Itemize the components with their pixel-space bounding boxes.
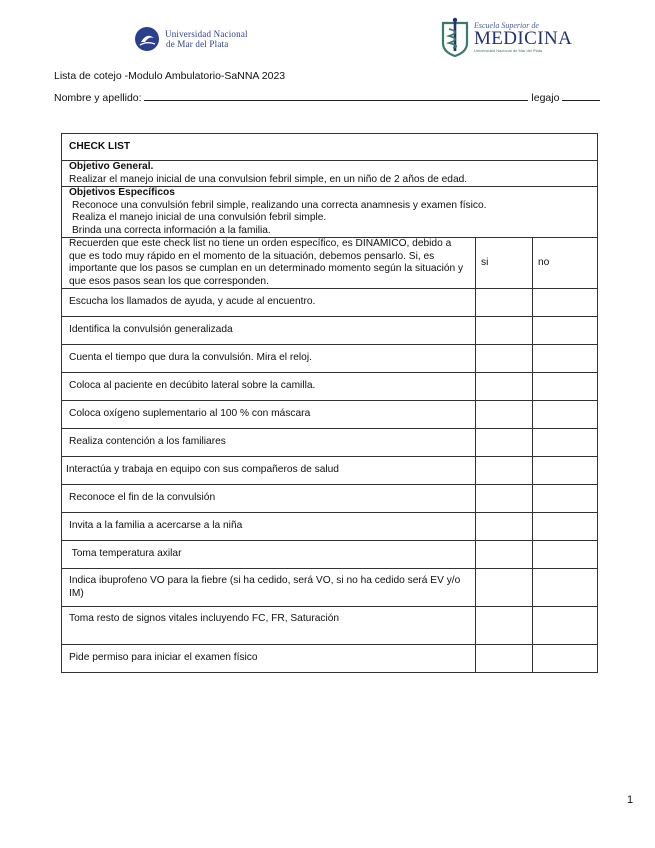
checkbox-yes[interactable]	[476, 289, 533, 317]
checkbox-yes[interactable]	[476, 485, 533, 513]
checklist-item: Invita a la familia a acercarse a la niña	[62, 513, 476, 541]
specific-objective-item: Realiza el manejo inicial de una convulsión febril simple.	[72, 212, 327, 223]
school-name-line2: MEDICINA	[474, 28, 573, 49]
checklist-item: Toma temperatura axilar	[62, 541, 476, 569]
checkbox-yes[interactable]	[476, 541, 533, 569]
checkbox-yes[interactable]	[476, 373, 533, 401]
unmdp-emblem-icon	[134, 26, 160, 52]
name-line	[54, 90, 600, 104]
specific-objectives-cell	[62, 187, 598, 238]
checklist-item: Identifica la convulsión generalizada	[62, 317, 476, 345]
university-name-line2: de Mar del Plata	[166, 39, 229, 49]
page-number: 1	[627, 794, 634, 806]
general-objective-title: Objetivo General.	[69, 161, 154, 172]
name-label: Nombre y apellido:	[54, 92, 142, 104]
checkbox-no[interactable]	[533, 457, 598, 485]
document-title: Lista de cotejo -Modulo Ambulatorio-SaNNA 2023	[54, 70, 286, 82]
checkbox-no[interactable]	[533, 429, 598, 457]
checkbox-yes[interactable]	[476, 401, 533, 429]
school-logo	[440, 16, 572, 58]
checklist-item: Pide permiso para iniciar el examen físico	[62, 645, 476, 673]
checkbox-no[interactable]	[533, 401, 598, 429]
checklist-item: Coloca al paciente en decúbito lateral sobre la camilla.	[62, 373, 476, 401]
checkbox-no[interactable]	[533, 513, 598, 541]
checkbox-yes[interactable]	[476, 317, 533, 345]
name-field-underline[interactable]	[144, 90, 528, 101]
school-name-line1: Escuela Superior de	[474, 21, 539, 30]
checkbox-no[interactable]	[533, 345, 598, 373]
checklist-item: Escucha los llamados de ayuda, y acude al encuentro.	[62, 289, 476, 317]
checkbox-no[interactable]	[533, 569, 598, 607]
checklist-table	[61, 133, 598, 673]
medicine-emblem-icon	[440, 17, 470, 57]
checklist-item: Toma resto de signos vitales incluyendo FC, FR, Saturación	[62, 607, 476, 645]
university-logo	[134, 24, 248, 54]
checkbox-no[interactable]	[533, 373, 598, 401]
checklist-item: Reconoce el fin de la convulsión	[62, 485, 476, 513]
checklist-item: Indica ibuprofeno VO para la fiebre (si ha cedido, será VO, si no ha cedido será EV y/o IM)	[62, 569, 476, 607]
checklist-item: Interactúa y trabaja en equipo con sus compañeros de salud	[62, 457, 476, 485]
checklist-header: CHECK LIST	[62, 134, 598, 161]
specific-objective-item: Brinda una correcta información a la familia.	[72, 224, 271, 236]
checkbox-yes[interactable]	[476, 429, 533, 457]
checklist-item: Coloca oxígeno suplementario al 100 % con máscara	[62, 401, 476, 429]
university-name-line1: Universidad Nacional	[165, 29, 248, 39]
checkbox-no[interactable]	[533, 289, 598, 317]
checkbox-yes[interactable]	[476, 457, 533, 485]
specific-objectives-title: Objetivos Específicos	[69, 187, 175, 198]
checklist-item: Realiza contención a los familiares	[62, 429, 476, 457]
checkbox-no[interactable]	[533, 541, 598, 569]
checkbox-yes[interactable]	[476, 645, 533, 673]
general-objective-text: Realizar el manejo inicial de una convulsion febril simple, en un niño de 2 años de edad.	[69, 173, 468, 185]
specific-objective-item: Reconoce una convulsión febril simple, realizando una correcta anamnesis y examen físico.	[72, 199, 487, 211]
checkbox-no[interactable]	[533, 645, 598, 673]
checkbox-yes[interactable]	[476, 345, 533, 373]
checkbox-no[interactable]	[533, 317, 598, 345]
legajo-field-underline[interactable]	[562, 90, 600, 101]
checkbox-yes[interactable]	[476, 513, 533, 541]
checklist-item: Cuenta el tiempo que dura la convulsión. Mira el reloj.	[62, 345, 476, 373]
dynamic-order-note: Recuerden que este check list no tiene un orden específico, es DINÁMICO, debido a que es todo muy rápido en el momento de la situación, debemos pensarlo. Si, es importante que los pasos se cumplan en un determinado momento según la situación y que esos pasos sean los que corresponden.	[62, 238, 476, 289]
checkbox-yes[interactable]	[476, 607, 533, 645]
school-name-line3: Universidad Nacional de Mar del Plata	[474, 48, 543, 53]
checkbox-yes[interactable]	[476, 569, 533, 607]
column-header-no: no	[533, 238, 598, 289]
checkbox-no[interactable]	[533, 485, 598, 513]
checkbox-no[interactable]	[533, 607, 598, 645]
general-objective-cell	[62, 161, 598, 187]
column-header-yes: si	[476, 238, 533, 289]
legajo-label: legajo	[531, 92, 560, 104]
